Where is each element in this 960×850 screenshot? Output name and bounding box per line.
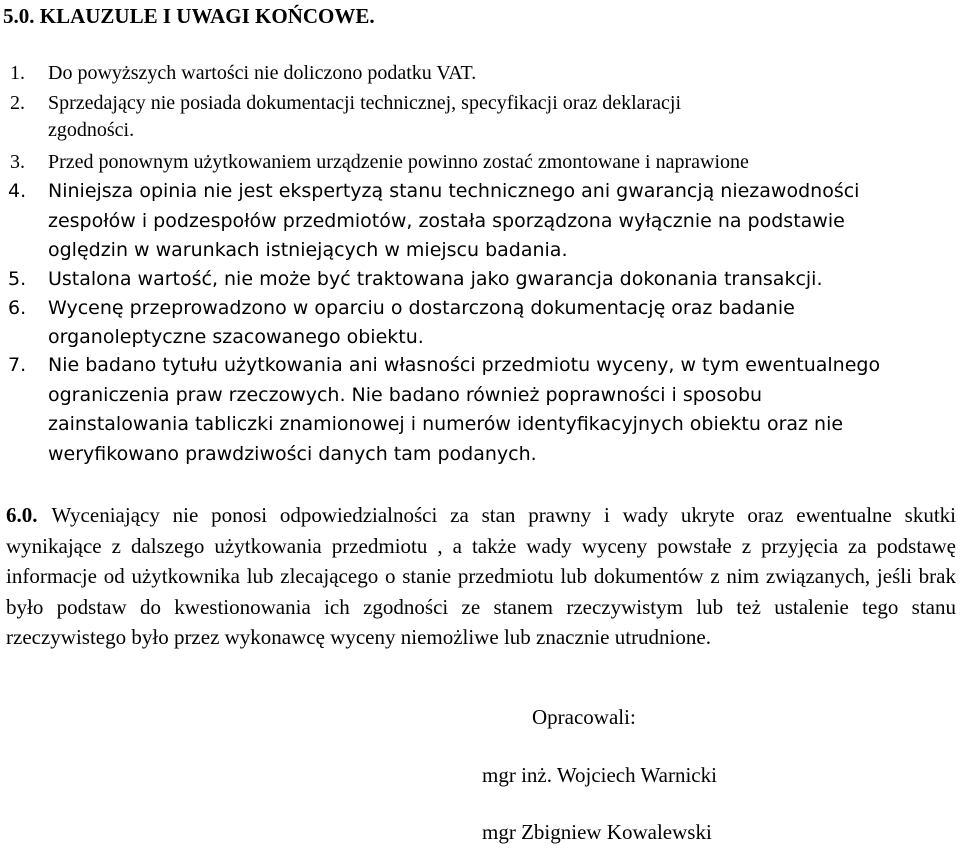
- list-item-text: weryfikowano prawdziwości danych tam podanych.: [48, 443, 537, 465]
- list-item-text: zgodności.: [48, 119, 135, 141]
- signature-name: mgr Zbigniew Kowalewski: [482, 820, 712, 844]
- list-item-text: zainstalowania tabliczki znamionowej i numerów identyfikacyjnych obiektu oraz nie: [48, 413, 844, 435]
- list-item-text: Do powyższych wartości nie doliczono podatku VAT.: [48, 62, 477, 84]
- list-item-text: ograniczenia praw rzeczowych. Nie badano również poprawności i sposobu: [48, 384, 763, 406]
- section-heading: 5.0. KLAUZULE I UWAGI KOŃCOWE.: [3, 4, 375, 28]
- list-item-text: Wycenę przeprowadzono w oparciu o dostarczoną dokumentację oraz badanie: [48, 297, 795, 319]
- list-item-number: 7.: [8, 354, 27, 376]
- list-item-text: organoleptyczne szacowanego obiektu.: [48, 326, 424, 348]
- list-item-number: 3.: [10, 151, 25, 173]
- section-6-text: Wyceniający nie ponosi odpowiedzialności za stan prawny i wady ukryte oraz ewentualne skutki wynikające z dalszego użytkowania przedmiotu , a także wady wyceny powstałe z przyjęcia za podstawę informacje od użytkownika lub zlecającego o stanie przedmiotu lub dokumentów z nim związanych, jeśli brak było podstaw do kwestionowania ich zgodności ze stanem rzeczywistym lub też ustalenie tego stanu rzeczywistego było przez wykonawcę wyceny niemożliwe lub znacznie utrudnione.: [6, 503, 956, 650]
- section-6-paragraph: [6, 500, 956, 653]
- list-item-number: 5.: [8, 268, 27, 290]
- list-item-text: Niniejsza opinia nie jest ekspertyzą stanu technicznego ani gwarancją niezawodności: [48, 180, 860, 202]
- list-item-number: 1.: [10, 62, 25, 84]
- section-6-label: 6.0.: [6, 503, 38, 527]
- list-item-number: 6.: [8, 297, 27, 319]
- list-item-text: Nie badano tytułu użytkowania ani własności przedmiotu wyceny, w tym ewentualnego: [48, 354, 881, 376]
- list-item-text: Przed ponownym użytkowaniem urządzenie powinno zostać zmontowane i naprawione: [48, 151, 749, 173]
- list-item-number: 2.: [10, 92, 25, 114]
- list-item-number: 4.: [8, 180, 27, 202]
- list-item-text: Ustalona wartość, nie może być traktowana jako gwarancja dokonania transakcji.: [48, 268, 823, 290]
- list-item-text: Sprzedający nie posiada dokumentacji technicznej, specyfikacji oraz deklaracji: [48, 92, 682, 114]
- list-item-text: oględzin w warunkach istniejących w miejscu badania.: [48, 239, 568, 261]
- list-item-text: zespołów i podzespołów przedmiotów, została sporządzona wyłącznie na podstawie: [48, 210, 845, 232]
- signature-label: Opracowali:: [532, 705, 636, 729]
- signature-name: mgr inż. Wojciech Warnicki: [482, 763, 717, 787]
